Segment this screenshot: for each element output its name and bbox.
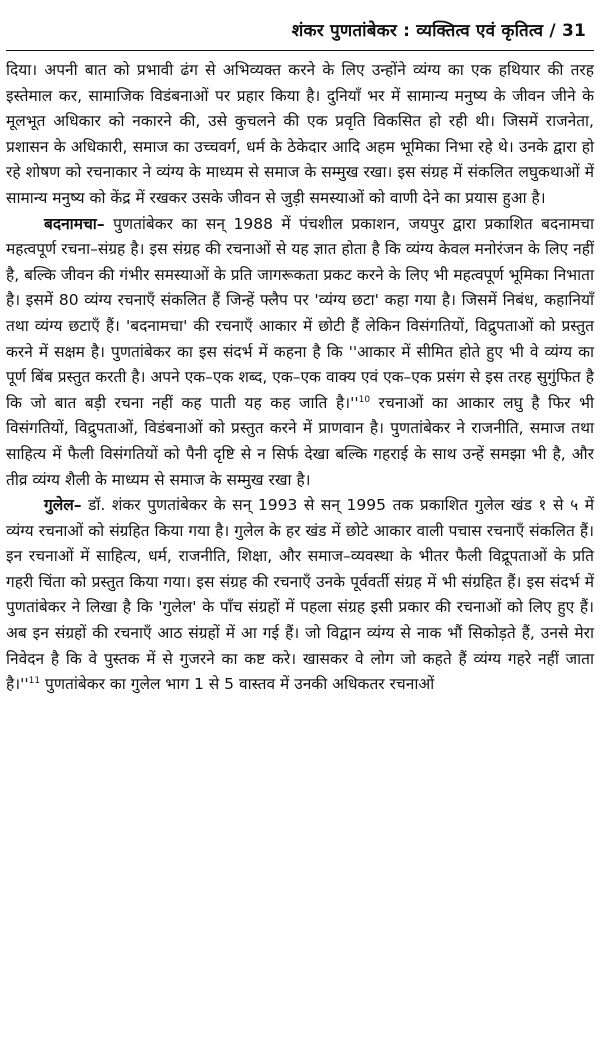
page-number: 31 [561,21,586,41]
section-term-badnamcha: बदनामचा– [44,214,105,233]
paragraph-badnamcha [6,212,594,494]
paragraph-text: डॉ. शंकर पुणतांबेकर के सन् 1993 से सन् 1995 तक प्रकाशित गुलेल खंड १ से ५ में व्यंग्य रचनाओं को संग्रहित किया गया है। गुलेल के हर खंड में छोटे आकार वाली पचास रचनाएँ संकलित हैं। इन रचनाओं में साहित्य, धर्म, राजनीति, शिक्षा, और समाज–व्यवस्था के भीतर फैली विद्रूपताओं के प्रति गहरी चिंता को प्रस्तुत किया गया। इस संग्रह की रचनाएँ उनके पूर्ववर्ती संग्रह में भी संग्रहित हैं। इस संदर्भ में पुणतांबेकर ने लिखा है कि 'गुलेल' के पाँच संग्रहों में पहला संग्रह इसी प्रकार की रचनाओं को लिए हुए हैं। अब इन संग्रहों की रचनाएँ आठ संग्रहों में आ गई हैं। जो विद्वान व्यंग्य से नाक भौं सिकोड़ते हैं, उनसे मेरा निवेदन है कि वे पुस्तक में से गुजरने का कष्ट करे। खासकर वे लोग जो कहते हैं व्यंग्य गहरे नहीं जाता है।'' [6,496,594,694]
footnote-ref: 11 [28,676,41,687]
header-separator: / [543,21,562,41]
paragraph-text: पुणतांबेकर का गुलेल भाग 1 से 5 वास्तव में उनकी अधिकतर रचनाओं [40,675,435,694]
paragraph-text: पुणतांबेकर का सन् 1988 में पंचशील प्रकाशन, जयपुर द्वारा प्रकाशित बदनामचा महत्वपूर्ण रचना–संग्रह है। इस संग्रह की रचनाओं से यह ज्ञात होता है कि व्यंग्य केवल मनोरंजन के लिए नहीं है, बल्कि जीवन की गंभीर समस्याओं के प्रति जागरूकता प्रकट करने के लिए भी महत्वपूर्ण भूमिका निभाता है। इसमें 80 व्यंग्य रचनाएँ संकलित हैं जिन्हें फ्लैप पर 'व्यंग्य छटा' कहा गया है। जिसमें निबंध, कहानियाँ तथा व्यंग्य छटाएँ हैं। 'बदनामचा' की रचनाएँ आकार में छोटी हैं लेकिन विसंगतियों, विद्रुपताओं को प्रस्तुत करने में सक्षम है। पुणतांबेकर का इस संदर्भ में कहना है कि ''आकार में सीमित होते हुए भी वे व्यंग्य का पूर्ण बिंब प्रस्तुत करती है। अपने एक–एक शब्द, एक–एक वाक्य एवं एक–एक प्रसंग से इस तरह सुगुंफित है कि जो बात बड़ी रचना नहीं कह पाती यह कह जाति है।'' [6,214,594,412]
paragraph-gulel [6,493,594,698]
running-title: शंकर पुणतांबेकर : व्यक्तित्व एवं कृतित्व [291,21,544,41]
header-rule [6,50,594,51]
section-term-gulel: गुलेल– [44,496,82,515]
paragraph-continuation [6,58,594,212]
paragraph-text: दिया। अपनी बात को प्रभावी ढंग से अभिव्यक्त करने के लिए उन्होंने व्यंग्य का एक हथियार की तरह इस्तेमाल कर, सामाजिक विडंबनाओं पर प्रहार किया है। दुनियाँ भर में सामान्य मनुष्य के जीवन जीने के मूलभूत अधिकार को नकारने की, उसे कुचलने की एक प्रवृति विकसित हो रही थी। जिसमें राजनेता, प्रशासन के अधिकारी, समाज का उच्चवर्ग, धर्म के ठेकेदार आदि अहम भूमिका निभा रहे थे। उनके द्वारा हो रहे शोषण को रचनाकार ने व्यंग्य के माध्यम से समाज के सम्मुख रखा। इस संग्रह में संकलित लघुकथाओं में सामान्य मनुष्य को केंद्र में रखकर उसके जीवन से जुड़ी समस्याओं को वाणी देने का प्रयास हुआ है। [6,61,594,207]
footnote-ref: 10 [358,394,371,405]
paragraph-text: रचनाओं का आकार लघु है फिर भी विसंगतियों, विद्रुपताओं, विडंबनाओं को प्रस्तुत करने में प्राणवान है। पुणतांबेकर ने राजनीति, समाज तथा साहित्य में फैली विसंगतियों को पैनी दृष्टि से न सिर्फ देखा बल्कि गहराई के साथ उन्हें समझा भी है, और तीव्र व्यंग्य शैली के माध्यम से समाज के सम्मुख रखा है। [6,393,594,489]
body-text [6,58,594,698]
running-header [14,18,586,41]
